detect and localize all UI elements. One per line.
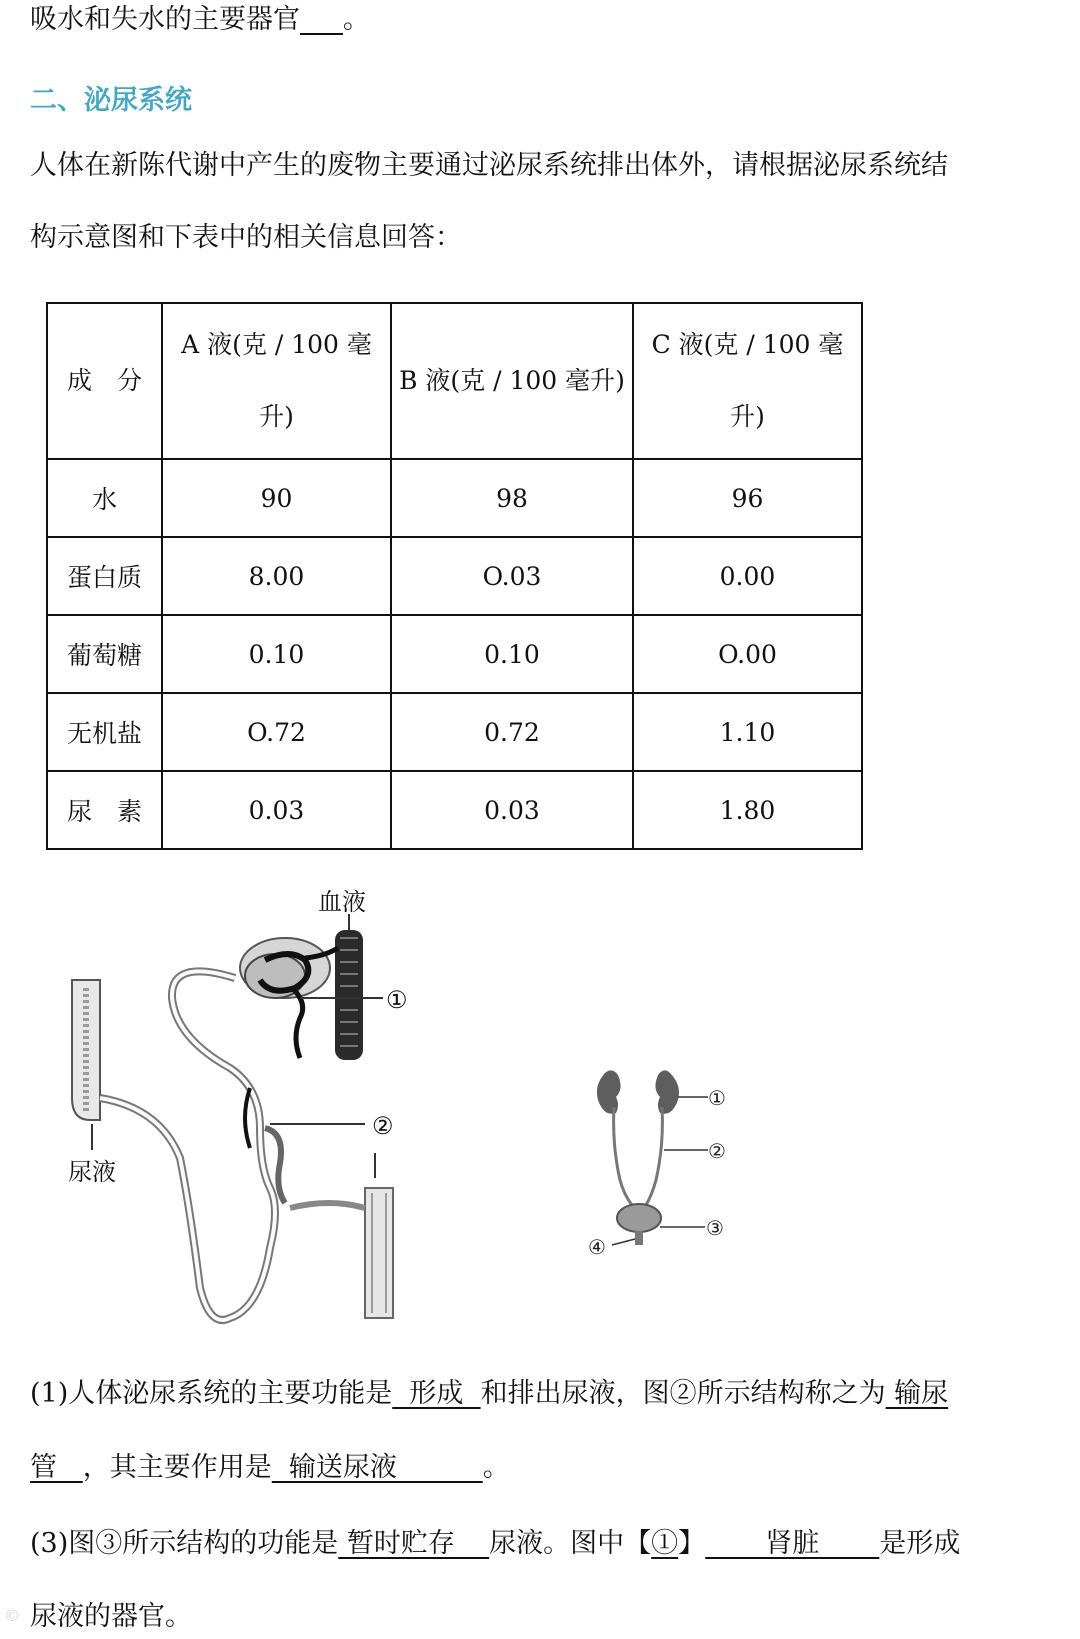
cell-a: 0.10: [162, 615, 391, 693]
header-c-liquid: C 液(克 / 100 毫 升): [633, 303, 862, 459]
intro-line-2: 构示意图和下表中的相关信息回答：: [30, 222, 462, 253]
cell-c: O.00: [633, 615, 862, 693]
answer-blank: 形成: [392, 1378, 481, 1409]
answer-blank: 管: [30, 1452, 83, 1483]
answer-blank: 暂时贮存: [338, 1528, 490, 1559]
marker-1: ①: [708, 1086, 726, 1110]
label-blood: 血液: [318, 888, 366, 916]
top-line-end: 。: [342, 4, 370, 35]
cell-c: 0.00: [633, 537, 862, 615]
top-line: [30, 4, 370, 36]
row-name: 尿 素: [47, 771, 162, 849]
urinary-system-diagram: [588, 1055, 770, 1259]
table-row: [47, 615, 862, 693]
cell-c: 1.10: [633, 693, 862, 771]
marker-1: ①: [386, 986, 408, 1014]
nephron-diagram: [60, 888, 450, 1348]
cell-a: 8.00: [162, 537, 391, 615]
question-1-line-2: 管 ，其主要作用是 输送尿液 。: [30, 1452, 510, 1483]
table-header-row: [47, 303, 862, 459]
cell-a: 90: [162, 459, 391, 537]
cell-b: O.03: [391, 537, 633, 615]
top-line-blank: [300, 4, 343, 35]
header-b-liquid: B 液(克 / 100 毫升): [391, 303, 633, 459]
section-title: 二、泌尿系统: [30, 85, 192, 116]
cell-b: 0.72: [391, 693, 633, 771]
table-row: [47, 693, 862, 771]
answer-blank: ①: [651, 1528, 679, 1559]
answer-blank: 输送尿液: [271, 1452, 483, 1483]
row-name: 水: [47, 459, 162, 537]
marker-3: ③: [706, 1216, 724, 1240]
label-urine: 尿液: [68, 1158, 116, 1186]
composition-table: [46, 302, 863, 850]
marker-2: ②: [708, 1139, 726, 1163]
table-row: [47, 537, 862, 615]
marker-4: ④: [588, 1235, 606, 1259]
row-name: 无机盐: [47, 693, 162, 771]
cell-a: 0.03: [162, 771, 391, 849]
cell-b: 98: [391, 459, 633, 537]
cell-c: 96: [633, 459, 862, 537]
cell-c: 1.80: [633, 771, 862, 849]
top-line-text: 吸水和失水的主要器官: [30, 4, 300, 35]
cell-a: O.72: [162, 693, 391, 771]
question-3-line-2: 尿液的器官。: [30, 1601, 192, 1632]
answer-blank: 输尿: [885, 1378, 949, 1409]
question-1-line-1: (1)人体泌尿系统的主要功能是 形成 和排出尿液，图②所示结构称之为 输尿: [30, 1378, 949, 1409]
cell-b: 0.10: [391, 615, 633, 693]
row-name: 葡萄糖: [47, 615, 162, 693]
header-component: 成 分: [47, 303, 162, 459]
question-3-line-1: (3)图③所示结构的功能是 暂时贮存 尿液。图中【①】 肾脏 是形成: [30, 1528, 961, 1559]
row-name: 蛋白质: [47, 537, 162, 615]
cell-b: 0.03: [391, 771, 633, 849]
answer-blank: 肾脏: [705, 1528, 880, 1559]
intro-line-1: 人体在新陈代谢中产生的废物主要通过泌尿系统排出体外，请根据泌尿系统结: [30, 150, 948, 181]
table-row: [47, 459, 862, 537]
header-a-liquid: A 液(克 / 100 毫 升): [162, 303, 391, 459]
watermark: ©: [4, 1606, 20, 1625]
marker-2: ②: [372, 1112, 394, 1140]
table-row: [47, 771, 862, 849]
